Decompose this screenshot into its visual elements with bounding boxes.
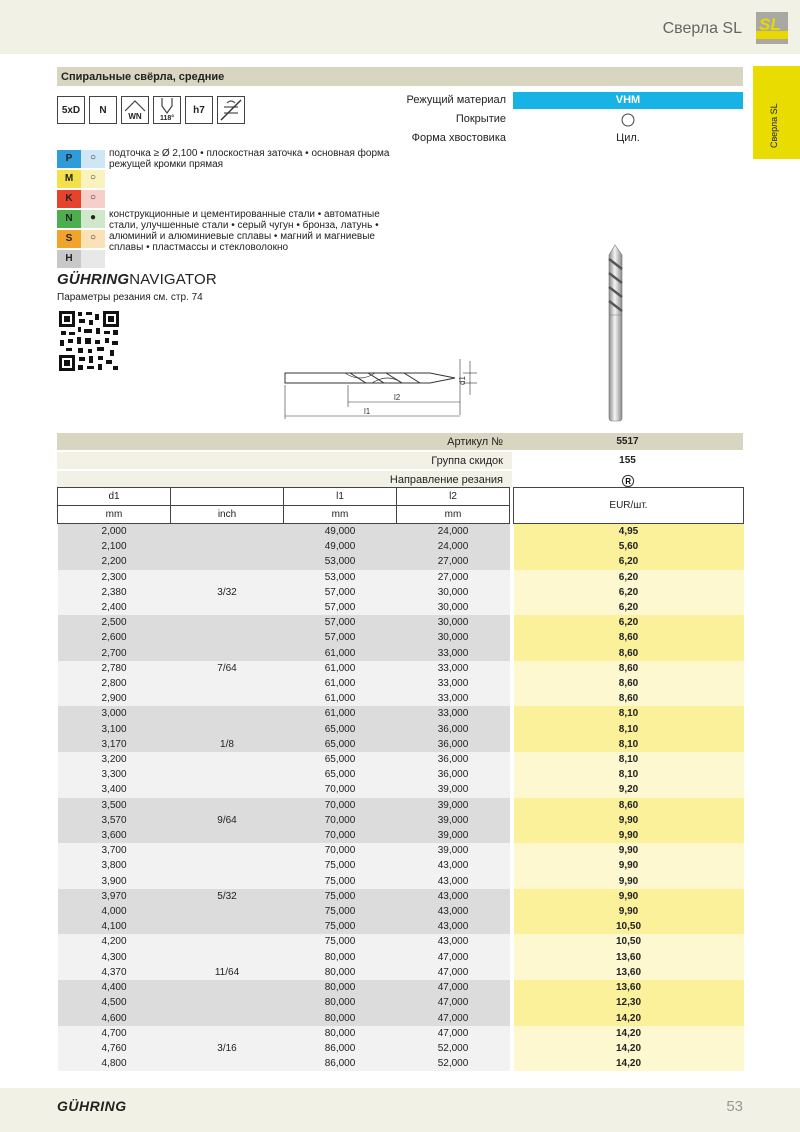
materials-description: конструкционные и цементированные стали • автоматные стали, улучшенные стали • серый чугун • бронза, латунь • алюминий и алюминиевые сплавы • магний и магниевые сплавы • пластмассы и стекловолокно bbox=[109, 209, 380, 253]
cell-price: 9,20 bbox=[514, 782, 744, 797]
feature-icons bbox=[57, 96, 245, 126]
cell-l1: 57,000 bbox=[284, 615, 397, 630]
cell-l2: 33,000 bbox=[397, 676, 510, 691]
cell-l2: 36,000 bbox=[397, 752, 510, 767]
cell-d1: 4,400 bbox=[58, 980, 171, 995]
table-row bbox=[58, 843, 744, 858]
cell-l2: 39,000 bbox=[397, 798, 510, 813]
qr-code-icon[interactable] bbox=[58, 310, 120, 372]
cell-price: 14,20 bbox=[514, 1026, 744, 1041]
cell-l2: 39,000 bbox=[397, 828, 510, 843]
cell-l2: 47,000 bbox=[397, 1011, 510, 1026]
cell-inch: 9/64 bbox=[171, 813, 284, 828]
cell-inch: 3/32 bbox=[171, 585, 284, 600]
cell-inch bbox=[171, 646, 284, 661]
table-row bbox=[58, 646, 744, 661]
cell-l1: 80,000 bbox=[284, 1011, 397, 1026]
cell-price: 9,90 bbox=[514, 874, 744, 889]
cell-l1: 86,000 bbox=[284, 1041, 397, 1056]
unit-inch: inch bbox=[171, 506, 284, 524]
no-coolant-icon bbox=[217, 96, 245, 124]
right-hand-icon bbox=[512, 471, 743, 488]
cell-inch: 11/64 bbox=[171, 965, 284, 980]
table-row bbox=[58, 919, 744, 934]
cell-d1: 3,200 bbox=[58, 752, 171, 767]
cell-d1: 2,800 bbox=[58, 676, 171, 691]
cell-price: 14,20 bbox=[514, 1041, 744, 1056]
cell-price: 13,60 bbox=[514, 965, 744, 980]
drill-size-table bbox=[57, 487, 744, 1071]
cell-inch bbox=[171, 1026, 284, 1041]
table-row bbox=[58, 706, 744, 721]
cell-l2: 52,000 bbox=[397, 1041, 510, 1056]
table-row bbox=[58, 737, 744, 752]
cell-l2: 33,000 bbox=[397, 646, 510, 661]
cell-inch bbox=[171, 600, 284, 615]
cell-inch bbox=[171, 539, 284, 554]
cell-l2: 30,000 bbox=[397, 600, 510, 615]
cell-l1: 75,000 bbox=[284, 904, 397, 919]
col-header-l2: l2 bbox=[397, 488, 510, 506]
cell-d1: 2,900 bbox=[58, 691, 171, 706]
length-5xd-icon: 5xD bbox=[57, 96, 85, 124]
cell-l2: 43,000 bbox=[397, 889, 510, 904]
article-value: 5517 bbox=[616, 436, 639, 447]
table-row bbox=[58, 722, 744, 737]
cell-price: 8,10 bbox=[514, 737, 744, 752]
table-row bbox=[58, 752, 744, 767]
cell-l1: 53,000 bbox=[284, 554, 397, 569]
cell-price: 8,60 bbox=[514, 676, 744, 691]
direction-label: Направление резания bbox=[389, 474, 503, 486]
material-groups bbox=[57, 150, 105, 270]
cell-d1: 4,800 bbox=[58, 1056, 171, 1071]
table-row bbox=[58, 858, 744, 873]
cell-d1: 3,100 bbox=[58, 722, 171, 737]
cell-d1: 3,500 bbox=[58, 798, 171, 813]
table-row bbox=[58, 570, 744, 585]
cell-price: 8,10 bbox=[514, 752, 744, 767]
table-row bbox=[58, 782, 744, 797]
table-row bbox=[58, 676, 744, 691]
cell-price: 9,90 bbox=[514, 813, 744, 828]
cell-d1: 4,200 bbox=[58, 934, 171, 949]
cell-d1: 3,570 bbox=[58, 813, 171, 828]
article-number-row bbox=[57, 433, 743, 450]
unit-d1: mm bbox=[58, 506, 171, 524]
table-row bbox=[58, 995, 744, 1010]
cell-d1: 4,370 bbox=[58, 965, 171, 980]
l1-label: l1 bbox=[364, 407, 371, 416]
cell-price: 13,60 bbox=[514, 980, 744, 995]
cell-l1: 70,000 bbox=[284, 782, 397, 797]
table-row bbox=[58, 524, 744, 540]
cell-inch bbox=[171, 722, 284, 737]
cell-inch: 7/64 bbox=[171, 661, 284, 676]
cell-l2: 30,000 bbox=[397, 615, 510, 630]
param-row bbox=[368, 92, 743, 109]
cell-price: 6,20 bbox=[514, 570, 744, 585]
section-title: Спиральные свёрла, средние bbox=[57, 67, 743, 86]
cell-price: 8,60 bbox=[514, 630, 744, 645]
material-group-m: M ○ bbox=[57, 170, 105, 188]
col-gap bbox=[510, 506, 514, 524]
page-footer bbox=[0, 1088, 800, 1132]
cell-inch bbox=[171, 554, 284, 569]
cell-inch: 3/16 bbox=[171, 1041, 284, 1056]
top-bar bbox=[0, 0, 800, 54]
table-row bbox=[58, 950, 744, 965]
cell-inch bbox=[171, 904, 284, 919]
cell-price: 12,30 bbox=[514, 995, 744, 1010]
cell-l1: 65,000 bbox=[284, 767, 397, 782]
cell-l1: 65,000 bbox=[284, 722, 397, 737]
cell-l1: 61,000 bbox=[284, 661, 397, 676]
side-tab-label: Сверла SL bbox=[769, 103, 779, 148]
drill-dimension-drawing bbox=[280, 355, 480, 427]
cell-price: 14,20 bbox=[514, 1011, 744, 1026]
cell-inch bbox=[171, 676, 284, 691]
cell-inch bbox=[171, 1011, 284, 1026]
cell-l1: 65,000 bbox=[284, 737, 397, 752]
table-row bbox=[58, 615, 744, 630]
unit-l2: mm bbox=[397, 506, 510, 524]
cell-inch bbox=[171, 858, 284, 873]
cell-l1: 75,000 bbox=[284, 889, 397, 904]
cell-l1: 75,000 bbox=[284, 858, 397, 873]
sl-logo bbox=[756, 12, 788, 44]
cell-d1: 3,900 bbox=[58, 874, 171, 889]
cell-l2: 43,000 bbox=[397, 874, 510, 889]
param-label: Режущий материал bbox=[406, 94, 506, 106]
cell-l1: 61,000 bbox=[284, 646, 397, 661]
cell-l1: 70,000 bbox=[284, 828, 397, 843]
cell-inch bbox=[171, 919, 284, 934]
table-row bbox=[58, 1026, 744, 1041]
cell-inch: 5/32 bbox=[171, 889, 284, 904]
cell-d1: 2,380 bbox=[58, 585, 171, 600]
cell-price: 6,20 bbox=[514, 554, 744, 569]
guhring-brand: GÜHRING bbox=[57, 1098, 127, 1114]
table-row bbox=[58, 600, 744, 615]
table-row bbox=[58, 1041, 744, 1056]
param-row bbox=[368, 130, 743, 147]
cell-l2: 52,000 bbox=[397, 1056, 510, 1071]
cell-price: 8,60 bbox=[514, 691, 744, 706]
discount-group-row bbox=[57, 452, 743, 469]
cell-d1: 2,780 bbox=[58, 661, 171, 676]
cell-d1: 3,970 bbox=[58, 889, 171, 904]
table-row bbox=[58, 585, 744, 600]
cell-inch bbox=[171, 1056, 284, 1071]
table-row bbox=[58, 1011, 744, 1026]
cell-l1: 57,000 bbox=[284, 585, 397, 600]
cell-l1: 80,000 bbox=[284, 965, 397, 980]
cell-l1: 53,000 bbox=[284, 570, 397, 585]
cell-l2: 39,000 bbox=[397, 813, 510, 828]
cell-inch bbox=[171, 798, 284, 813]
cell-d1: 2,300 bbox=[58, 570, 171, 585]
cell-l1: 57,000 bbox=[284, 630, 397, 645]
d1-label: d1 bbox=[458, 376, 467, 385]
cell-price: 9,90 bbox=[514, 858, 744, 873]
col-header-inch bbox=[171, 488, 284, 506]
cell-d1: 3,800 bbox=[58, 858, 171, 873]
cell-l1: 75,000 bbox=[284, 874, 397, 889]
drill-product-image bbox=[598, 243, 632, 427]
type-n-icon: N bbox=[89, 96, 117, 124]
cell-l1: 61,000 bbox=[284, 691, 397, 706]
l2-label: l2 bbox=[394, 393, 401, 402]
cell-l1: 86,000 bbox=[284, 1056, 397, 1071]
cell-d1: 2,200 bbox=[58, 554, 171, 569]
table-body bbox=[58, 524, 744, 1072]
cell-l1: 65,000 bbox=[284, 752, 397, 767]
table-row bbox=[58, 798, 744, 813]
page-number: 53 bbox=[726, 1098, 743, 1115]
cell-price: 8,10 bbox=[514, 706, 744, 721]
col-header-d1: d1 bbox=[58, 488, 171, 506]
cell-l2: 33,000 bbox=[397, 691, 510, 706]
material-group-n: N ● bbox=[57, 210, 105, 228]
cell-d1: 4,100 bbox=[58, 919, 171, 934]
point-angle-icon: 118° bbox=[153, 96, 181, 124]
article-label: Артикул № bbox=[447, 436, 503, 448]
cell-price: 6,20 bbox=[514, 615, 744, 630]
cell-inch bbox=[171, 995, 284, 1010]
cutting-params-reference: Параметры резания см. стр. 74 bbox=[57, 292, 203, 303]
svg-text:R: R bbox=[624, 477, 631, 486]
cell-l2: 43,000 bbox=[397, 904, 510, 919]
cell-d1: 4,760 bbox=[58, 1041, 171, 1056]
table-row bbox=[58, 889, 744, 904]
cell-price: 8,60 bbox=[514, 661, 744, 676]
cell-l2: 36,000 bbox=[397, 737, 510, 752]
cell-price: 8,60 bbox=[514, 798, 744, 813]
cell-l2: 43,000 bbox=[397, 934, 510, 949]
cell-d1: 2,600 bbox=[58, 630, 171, 645]
cell-inch bbox=[171, 752, 284, 767]
cell-price: 9,90 bbox=[514, 889, 744, 904]
cell-price: 8,60 bbox=[514, 646, 744, 661]
page-header-title: Сверла SL bbox=[662, 20, 742, 37]
cell-inch bbox=[171, 615, 284, 630]
cell-d1: 3,170 bbox=[58, 737, 171, 752]
cell-d1: 3,300 bbox=[58, 767, 171, 782]
table-row bbox=[58, 813, 744, 828]
cell-l2: 43,000 bbox=[397, 919, 510, 934]
param-value: VHM bbox=[513, 92, 743, 109]
cell-d1: 4,600 bbox=[58, 1011, 171, 1026]
cell-inch bbox=[171, 767, 284, 782]
cell-l1: 70,000 bbox=[284, 843, 397, 858]
table-row bbox=[58, 554, 744, 569]
cell-d1: 2,000 bbox=[58, 524, 171, 540]
cell-l2: 47,000 bbox=[397, 980, 510, 995]
unit-l1: mm bbox=[284, 506, 397, 524]
col-header-l1: l1 bbox=[284, 488, 397, 506]
table-row bbox=[58, 965, 744, 980]
material-group-k: K ○ bbox=[57, 190, 105, 208]
cell-d1: 2,700 bbox=[58, 646, 171, 661]
cell-d1: 3,000 bbox=[58, 706, 171, 721]
cell-l2: 30,000 bbox=[397, 585, 510, 600]
cell-d1: 4,700 bbox=[58, 1026, 171, 1041]
cell-inch bbox=[171, 782, 284, 797]
wn-standard-icon: WN bbox=[121, 96, 149, 124]
cell-l1: 61,000 bbox=[284, 676, 397, 691]
cell-l2: 39,000 bbox=[397, 843, 510, 858]
cell-l1: 75,000 bbox=[284, 934, 397, 949]
cell-price: 6,20 bbox=[514, 600, 744, 615]
cell-l2: 47,000 bbox=[397, 1026, 510, 1041]
tool-description: подточка ≥ Ø 2,100 • плоскостная заточка • основная форма режущей кромки прямая bbox=[109, 148, 390, 170]
cell-price: 9,90 bbox=[514, 904, 744, 919]
param-label: Форма хвостовика bbox=[411, 132, 506, 144]
cell-l1: 80,000 bbox=[284, 950, 397, 965]
cell-l2: 30,000 bbox=[397, 630, 510, 645]
cell-inch bbox=[171, 630, 284, 645]
cell-l2: 47,000 bbox=[397, 965, 510, 980]
cutting-direction-row bbox=[57, 471, 743, 488]
cell-price: 10,50 bbox=[514, 919, 744, 934]
table-row bbox=[58, 630, 744, 645]
cell-inch bbox=[171, 570, 284, 585]
cell-l1: 80,000 bbox=[284, 1026, 397, 1041]
discount-value: 155 bbox=[512, 452, 743, 469]
header-row bbox=[58, 488, 744, 506]
cell-l1: 57,000 bbox=[284, 600, 397, 615]
cell-price: 10,50 bbox=[514, 934, 744, 949]
material-group-s: S ○ bbox=[57, 230, 105, 248]
cell-inch bbox=[171, 524, 284, 540]
cell-l2: 47,000 bbox=[397, 995, 510, 1010]
cell-d1: 4,500 bbox=[58, 995, 171, 1010]
table-row bbox=[58, 661, 744, 676]
cell-inch bbox=[171, 691, 284, 706]
cell-d1: 3,700 bbox=[58, 843, 171, 858]
side-tab[interactable] bbox=[753, 66, 800, 159]
coating-none-icon bbox=[513, 111, 743, 128]
cell-l1: 70,000 bbox=[284, 798, 397, 813]
cell-price: 13,60 bbox=[514, 950, 744, 965]
table-row bbox=[58, 539, 744, 554]
cell-l2: 39,000 bbox=[397, 782, 510, 797]
cell-inch: 1/8 bbox=[171, 737, 284, 752]
param-label: Покрытие bbox=[455, 113, 506, 125]
cell-l1: 70,000 bbox=[284, 813, 397, 828]
table-row bbox=[58, 828, 744, 843]
cell-l2: 24,000 bbox=[397, 524, 510, 540]
table-row bbox=[58, 1056, 744, 1071]
cell-price: 9,90 bbox=[514, 828, 744, 843]
table-row bbox=[58, 691, 744, 706]
cell-price: 8,10 bbox=[514, 767, 744, 782]
tolerance-h7-icon: h7 bbox=[185, 96, 213, 124]
cell-price: 9,90 bbox=[514, 843, 744, 858]
cell-inch bbox=[171, 828, 284, 843]
guhring-navigator-logo: GÜHRINGNAVIGATOR bbox=[57, 271, 217, 288]
cell-l1: 75,000 bbox=[284, 919, 397, 934]
cell-l1: 80,000 bbox=[284, 980, 397, 995]
material-group-p: P ○ bbox=[57, 150, 105, 168]
cell-d1: 2,100 bbox=[58, 539, 171, 554]
cell-l1: 49,000 bbox=[284, 524, 397, 540]
cell-l1: 61,000 bbox=[284, 706, 397, 721]
table-row bbox=[58, 980, 744, 995]
param-value: Цил. bbox=[616, 132, 640, 144]
cell-l2: 27,000 bbox=[397, 554, 510, 569]
cell-l2: 27,000 bbox=[397, 570, 510, 585]
table-row bbox=[58, 767, 744, 782]
cell-d1: 3,600 bbox=[58, 828, 171, 843]
cell-inch bbox=[171, 980, 284, 995]
table-row bbox=[58, 934, 744, 949]
cell-inch bbox=[171, 934, 284, 949]
cell-inch bbox=[171, 843, 284, 858]
cell-d1: 2,400 bbox=[58, 600, 171, 615]
cell-l2: 36,000 bbox=[397, 767, 510, 782]
cell-l2: 33,000 bbox=[397, 706, 510, 721]
param-row bbox=[368, 111, 743, 128]
cell-price: 14,20 bbox=[514, 1056, 744, 1071]
cell-inch bbox=[171, 950, 284, 965]
cell-price: 6,20 bbox=[514, 585, 744, 600]
cell-d1: 4,300 bbox=[58, 950, 171, 965]
cell-inch bbox=[171, 874, 284, 889]
cell-inch bbox=[171, 706, 284, 721]
material-group-h: H bbox=[57, 250, 105, 268]
cell-l2: 33,000 bbox=[397, 661, 510, 676]
cell-d1: 3,400 bbox=[58, 782, 171, 797]
cell-l1: 80,000 bbox=[284, 995, 397, 1010]
cell-price: 8,10 bbox=[514, 722, 744, 737]
cell-l2: 43,000 bbox=[397, 858, 510, 873]
cell-l2: 36,000 bbox=[397, 722, 510, 737]
cell-l1: 49,000 bbox=[284, 539, 397, 554]
cell-price: 5,60 bbox=[514, 539, 744, 554]
cell-d1: 2,500 bbox=[58, 615, 171, 630]
cell-l2: 24,000 bbox=[397, 539, 510, 554]
discount-label: Группа скидок bbox=[431, 455, 503, 467]
col-header-price: EUR/шт. bbox=[514, 488, 744, 524]
cell-price: 4,95 bbox=[514, 524, 744, 540]
table-row bbox=[58, 904, 744, 919]
cell-l2: 47,000 bbox=[397, 950, 510, 965]
cell-d1: 4,000 bbox=[58, 904, 171, 919]
logo-text: SL bbox=[759, 15, 781, 34]
table-row bbox=[58, 874, 744, 889]
